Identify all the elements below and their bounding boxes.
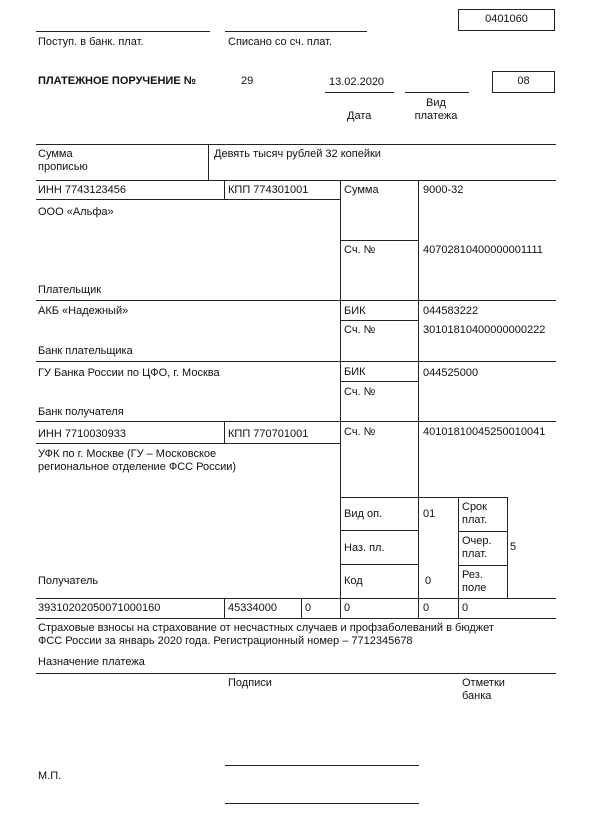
code-label: Код: [344, 575, 363, 587]
purpose-bottom-line: [36, 673, 556, 674]
payee-kpp: КПП 770701001: [228, 428, 309, 440]
priority-label: Очер. плат.: [462, 535, 492, 560]
tax-doc-date: 0: [462, 602, 469, 614]
grid-line-320: [340, 320, 418, 321]
payee-bank-account-label: Сч. №: [344, 386, 376, 398]
payer-amount-label: Сумма: [344, 184, 379, 196]
due-label: Срок плат.: [462, 501, 488, 526]
grid-line-421: [36, 421, 556, 422]
amount-words-label: Сумма прописью: [38, 148, 88, 173]
grid-line-361: [36, 361, 556, 362]
payment-type-line: [405, 92, 469, 93]
payment-type-label: Вид платежа: [414, 97, 458, 122]
grid-line-598: [36, 598, 556, 599]
grid-line-497: [340, 497, 507, 498]
payer-bank-label: Банк плательщика: [38, 345, 133, 357]
amount-words-top-line: [36, 144, 556, 145]
payer-bank-bik: 044583222: [423, 305, 479, 317]
tax-divider-2: [301, 598, 302, 618]
grid-line-199: [36, 199, 340, 200]
payee-bank-label: Банк получателя: [38, 406, 124, 418]
payer-bank-bik-label: БИК: [344, 305, 366, 317]
bank-marks-label: Отметки банка: [462, 677, 505, 702]
purpose-label: Назначение платежа: [38, 656, 145, 668]
document-date: 13.02.2020: [329, 76, 385, 88]
payer-bank-account-label: Сч. №: [344, 324, 376, 336]
payer-bank-name: АКБ «Надежный»: [38, 305, 129, 317]
amount-words-divider: [208, 144, 209, 180]
tax-basis: 0: [305, 602, 312, 614]
debited-line: [225, 31, 367, 32]
grid-line-564: [340, 564, 418, 565]
column-divider-right: [418, 180, 419, 618]
payee-account-label: Сч. №: [344, 426, 376, 438]
payee-account: 40101810045250010041: [423, 426, 546, 438]
payer-kpp: КПП 774301001: [228, 184, 309, 196]
date-label: Дата: [347, 110, 372, 122]
purpose-text: Страховые взносы на страхование от несчастных случаев и профзаболеваний в бюджет ФСС России за январь 2020 года. Регистрационный номер – 7712345678: [38, 622, 494, 647]
payee-bank-name: ГУ Банка России по ЦФО, г. Москва: [38, 367, 220, 379]
code: 0: [425, 575, 432, 587]
column-divider-left: [340, 180, 341, 618]
grid-line-381: [340, 381, 418, 382]
payer-amount: 9000-32: [423, 184, 464, 196]
status-code-box: [492, 71, 555, 93]
amount-words-value: Девять тысяч рублей 32 копейки: [214, 148, 381, 160]
debited-label: Списано со сч. плат.: [228, 36, 333, 48]
bank-received-line: [36, 31, 210, 32]
op-type: 01: [423, 508, 436, 520]
bank-received-label: Поступ. в банк. плат.: [38, 36, 144, 48]
tax-kbk: 39310202050071000160: [38, 602, 161, 614]
grid-line-618: [36, 618, 556, 619]
payee-inn: ИНН 7710030933: [38, 428, 127, 440]
tax-period: 0: [344, 602, 351, 614]
grid-line-565: [458, 565, 507, 566]
payer-account: 40702810400000001111: [423, 244, 543, 256]
payer-name: ООО «Альфа»: [38, 206, 114, 218]
status-code: 08: [517, 75, 530, 87]
tax-divider-1: [224, 598, 225, 618]
op-type-label: Вид оп.: [344, 508, 383, 520]
payee-bank-bik-label: БИК: [344, 366, 366, 378]
grid-line-240: [340, 240, 418, 241]
payee-name: УФК по г. Москве (ГУ – Московское региональное отделение ФСС России): [38, 448, 237, 473]
grid-line-180: [36, 180, 556, 181]
payer-inn: ИНН 7743123456: [38, 184, 127, 196]
form-code: 0401060: [485, 13, 528, 25]
inn-kpp-divider-payer: [224, 180, 225, 199]
signatures-label: Подписи: [228, 677, 272, 689]
tax-oktmo: 45334000: [228, 602, 277, 614]
grid-line-530: [340, 530, 418, 531]
payee-bank-bik: 044525000: [423, 367, 479, 379]
signature-line-1: [225, 765, 419, 766]
grid-line-531: [458, 531, 507, 532]
grid-line-300: [36, 300, 556, 301]
due-column-right: [507, 497, 508, 598]
due-column-left: [458, 497, 459, 618]
stamp-label: М.П.: [38, 770, 62, 782]
reserve-label: Рез. поле: [462, 569, 487, 594]
purpose-code-label: Наз. пл.: [344, 542, 385, 554]
tax-doc-number: 0: [423, 602, 430, 614]
payer-bank-account: 30101810400000000222: [423, 324, 546, 336]
payer-account-label: Сч. №: [344, 244, 376, 256]
document-title: ПЛАТЕЖНОЕ ПОРУЧЕНИЕ №: [38, 75, 196, 87]
priority: 5: [510, 541, 517, 553]
form-code-box: [458, 9, 555, 31]
payee-label: Получатель: [38, 575, 99, 587]
document-number: 29: [241, 75, 254, 87]
payer-label: Плательщик: [38, 284, 102, 296]
date-line: [325, 92, 394, 93]
signature-line-2: [225, 803, 419, 804]
inn-kpp-divider-payee: [224, 421, 225, 443]
grid-line-443: [36, 443, 340, 444]
